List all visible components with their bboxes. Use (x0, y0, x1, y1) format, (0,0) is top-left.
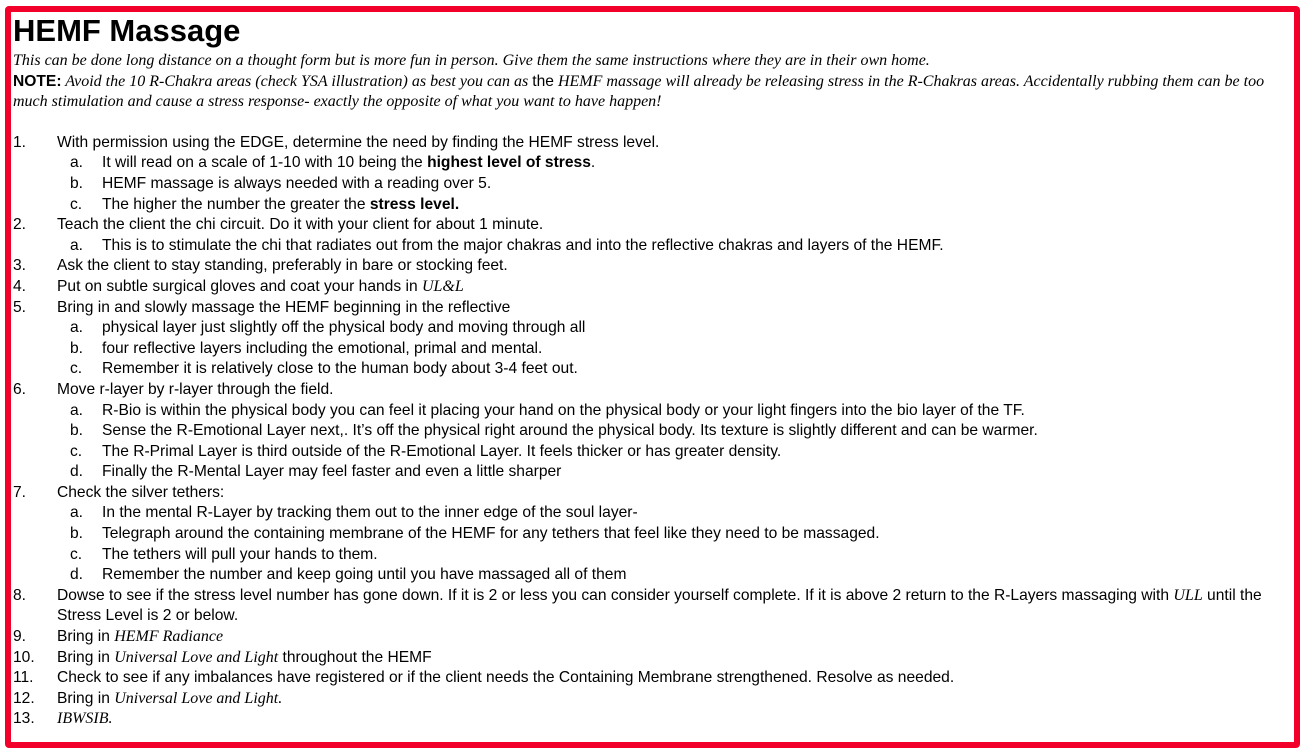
item-text-post: . (590, 154, 596, 172)
item-text-pre: Put on subtle surgical gloves and coat your hands in (57, 277, 422, 295)
list-item (13, 586, 1293, 627)
item-text: Ask the client to stay standing, preferably in bare or stocking feet. (57, 257, 508, 275)
item-body (57, 299, 510, 316)
item-body (57, 381, 333, 398)
sub-item-letter: b. (70, 422, 84, 440)
sub-item-body (102, 422, 1038, 439)
item-body (57, 587, 1262, 625)
list-item (13, 380, 1293, 401)
note-label: NOTE: (13, 72, 62, 90)
item-body (57, 669, 954, 686)
item-text-italic: UL&L (421, 277, 464, 295)
note-paragraph (13, 72, 1293, 113)
sub-list-item (13, 462, 1293, 483)
item-text: With permission using the EDGE, determine the need by finding the HEMF stress level. (57, 133, 660, 151)
sub-item-letter: d. (70, 463, 84, 481)
item-number: 8. (13, 586, 27, 604)
sub-list-item (13, 339, 1293, 360)
item-number: 4. (13, 277, 27, 295)
item-text: Move r-layer by r-layer through the field. (57, 380, 334, 398)
sub-list-item (13, 503, 1293, 524)
item-text-italic: Universal Love and Light (114, 648, 279, 666)
sub-item-body (102, 402, 1025, 419)
item-number: 13. (13, 710, 35, 728)
sub-list-item (13, 153, 1293, 174)
item-number: 9. (13, 628, 27, 646)
list-item (13, 689, 1293, 710)
item-text: The R-Primal Layer is third outside of the R-Emotional Layer. It feels thicker or has greater density. (102, 442, 782, 460)
sub-list-item (13, 421, 1293, 442)
item-text-italic: ULL (1173, 586, 1203, 604)
list-item (13, 627, 1293, 648)
item-text-pre: The higher the number the greater the (102, 195, 370, 213)
sub-list-item (13, 565, 1293, 586)
item-number: 12. (13, 689, 35, 707)
sub-list-item (13, 195, 1293, 216)
sub-item-body (102, 360, 578, 377)
item-text-pre: Bring in (57, 628, 115, 646)
item-number: 6. (13, 380, 27, 398)
intro-block (13, 51, 1293, 113)
sub-item-body (102, 525, 880, 542)
item-text: Telegraph around the containing membrane of the HEMF for any tethers that feel like they need to be massaged. (102, 525, 880, 543)
sub-list-item (13, 442, 1293, 463)
sub-list-item (13, 318, 1293, 339)
sub-item-body (102, 196, 459, 213)
list-item (13, 483, 1293, 504)
sub-list-item (13, 174, 1293, 195)
item-text: four reflective layers including the emotional, primal and mental. (102, 339, 543, 357)
item-text-pre: It will read on a scale of 1-10 with 10 being the (102, 154, 428, 172)
sub-item-body (102, 443, 781, 460)
sub-item-letter: a. (70, 319, 84, 337)
sub-item-letter: a. (70, 154, 84, 172)
item-text: Remember the number and keep going until you have massaged all of them (102, 566, 627, 584)
item-text: Check to see if any imbalances have registered or if the client needs the Containing Membrane strengthened. Resolve as needed. (57, 669, 955, 687)
item-text: Sense the R-Emotional Layer next,. It’s off the physical right around the physical body. Its texture is slightly different and can be warmer. (102, 422, 1038, 440)
sub-item-letter: a. (70, 401, 84, 419)
list-item (13, 709, 1293, 730)
item-number: 2. (13, 216, 27, 234)
list-item (13, 215, 1293, 236)
sub-item-body (102, 175, 491, 192)
item-body (57, 710, 113, 727)
sub-item-body (102, 237, 944, 254)
sub-list-item (13, 545, 1293, 566)
spacer (13, 113, 1293, 133)
item-text-post: until the Stress Level is 2 or below. (57, 586, 1262, 625)
sub-item-letter: c. (70, 195, 83, 213)
item-text-bold: highest level of stress (427, 154, 591, 172)
list-item (13, 298, 1293, 319)
page-title: HEMF Massage (13, 13, 241, 48)
sub-list-item (13, 524, 1293, 545)
sub-item-body (102, 504, 638, 521)
item-text-pre: Bring in (57, 689, 115, 707)
item-number: 11. (13, 669, 34, 687)
item-body (57, 484, 224, 501)
item-number: 7. (13, 483, 27, 501)
item-text: This is to stimulate the chi that radiates out from the major chakras and into the reflective chakras and layers of the HEMF. (102, 236, 944, 254)
item-number: 5. (13, 298, 27, 316)
sub-item-body (102, 463, 561, 480)
note-text-2: HEMF massage will already be releasing stress in the R-Chakras areas. Accidentally rubbing them can be too much stimulation and cause a stress response- exactly the opposite of what you want to have happen! (13, 72, 1265, 111)
sub-item-letter: b. (70, 525, 84, 543)
item-body (57, 216, 543, 233)
item-text-italic: Universal Love and Light. (114, 689, 283, 707)
item-body (57, 278, 464, 295)
item-text: R-Bio is within the physical body you can feel it placing your hand on the physical body or your light fingers into the bio layer of the TF. (102, 401, 1025, 419)
sub-item-body (102, 340, 542, 357)
item-text-pre: Dowse to see if the stress level number has gone down. If it is 2 or less you can consider yourself complete. If it is above 2 return to the R-Layers massaging with (57, 586, 1174, 604)
document-body (13, 11, 1293, 730)
item-text: In the mental R-Layer by tracking them out to the inner edge of the soul layer- (102, 504, 638, 522)
note-the: the (532, 72, 554, 90)
item-text-bold: stress level. (369, 195, 460, 213)
sub-item-letter: c. (70, 442, 83, 460)
list-item (13, 256, 1293, 277)
sub-list-item (13, 401, 1293, 422)
sub-item-body (102, 319, 585, 336)
sub-item-letter: a. (70, 504, 84, 522)
sub-list-item (13, 359, 1293, 380)
steps-list (13, 133, 1293, 730)
item-body (57, 690, 282, 707)
sub-item-body (102, 546, 378, 563)
sub-item-letter: c. (70, 360, 83, 378)
item-text: Finally the R-Mental Layer may feel faster and even a little sharper (102, 463, 562, 481)
list-item (13, 133, 1293, 154)
item-text: The tethers will pull your hands to them. (102, 545, 378, 563)
item-text: physical layer just slightly off the physical body and moving through all (102, 319, 586, 337)
item-text: HEMF massage is always needed with a reading over 5. (102, 174, 492, 192)
list-item (13, 277, 1293, 298)
note-text-1: Avoid the 10 R-Chakra areas (check YSA illustration) as best you can as (61, 72, 533, 90)
item-number: 3. (13, 257, 27, 275)
intro-text: This can be done long distance on a thought form but is more fun in person. Give them the same instructions where they are in their own home. (13, 52, 930, 69)
sub-list-item (13, 236, 1293, 257)
item-text: Remember it is relatively close to the human body about 3-4 feet out. (102, 360, 578, 378)
item-number: 10. (13, 648, 35, 666)
item-text: Check the silver tethers: (57, 483, 225, 501)
item-text: Bring in and slowly massage the HEMF beginning in the reflective (57, 298, 511, 316)
item-text-post: throughout the HEMF (278, 648, 432, 666)
item-number: 1. (13, 133, 27, 151)
item-text: Teach the client the chi circuit. Do it with your client for about 1 minute. (57, 216, 544, 234)
sub-item-letter: a. (70, 236, 84, 254)
list-item (13, 648, 1293, 669)
item-body (57, 628, 223, 645)
sub-item-letter: b. (70, 339, 84, 357)
sub-item-letter: b. (70, 174, 84, 192)
item-text-italic: IBWSIB. (57, 710, 113, 728)
sub-item-body (102, 154, 595, 171)
list-item (13, 668, 1293, 689)
item-text-italic: HEMF Radiance (114, 628, 224, 646)
item-body (57, 649, 432, 666)
item-body (57, 134, 659, 151)
sub-item-body (102, 566, 626, 583)
item-body (57, 257, 508, 274)
sub-item-letter: c. (70, 545, 83, 563)
sub-item-letter: d. (70, 566, 84, 584)
item-text-pre: Bring in (57, 648, 115, 666)
